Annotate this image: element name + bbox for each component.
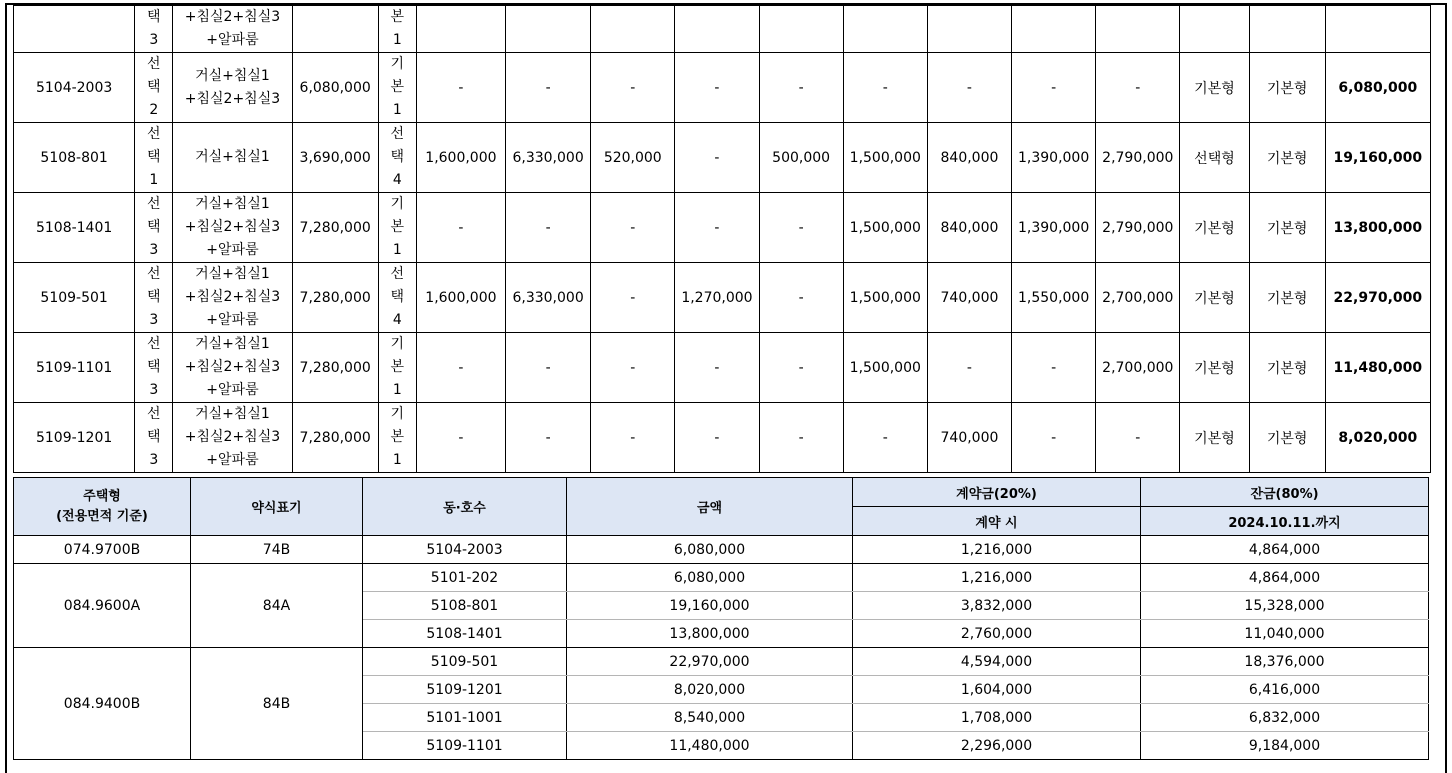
room-layout xyxy=(173,263,292,333)
type-code-line: 본 xyxy=(390,359,405,375)
kitchen-type-2: 기본형 xyxy=(1249,403,1325,473)
payment-balance: 9,184,000 xyxy=(1141,732,1429,760)
room-layout xyxy=(173,6,292,53)
payment-amount: 8,540,000 xyxy=(567,704,853,732)
option-code-line: 2 xyxy=(149,102,159,118)
type-code-line: 4 xyxy=(392,172,402,188)
option-cost-7: - xyxy=(927,333,1011,403)
type-code-line: 1 xyxy=(392,382,402,398)
option-cost-8: 1,550,000 xyxy=(1012,263,1096,333)
option-cost-9: - xyxy=(1096,403,1180,473)
payment-unit: 5109-501 xyxy=(363,648,567,676)
housing-type: 074.9700B xyxy=(14,536,191,564)
room-layout-line: +침실2+침실3 xyxy=(184,90,281,107)
kitchen-type-2: 기본형 xyxy=(1249,263,1325,333)
type-code xyxy=(378,333,416,403)
option-cost-6: 1,500,000 xyxy=(843,193,927,263)
header-amount: 금액 xyxy=(567,478,853,536)
payment-amount: 6,080,000 xyxy=(567,536,853,564)
option-cost-2: 6,330,000 xyxy=(506,123,591,193)
payment-balance: 11,040,000 xyxy=(1141,620,1429,648)
option-cost-2: - xyxy=(506,53,591,123)
option-cost-3: 520,000 xyxy=(591,123,675,193)
option-cost-3 xyxy=(591,6,675,53)
header-balance: 잔금(80%) xyxy=(1141,478,1429,507)
option-cost-8: - xyxy=(1012,403,1096,473)
unit-number: 5108-1401 xyxy=(14,193,135,263)
kitchen-type-1: 기본형 xyxy=(1180,403,1249,473)
option-row xyxy=(14,123,1431,193)
kitchen-type-1: 선택형 xyxy=(1180,123,1249,193)
option-code-line: 선 xyxy=(147,126,161,142)
option-cost-1: - xyxy=(416,193,505,263)
type-code-line: 기 xyxy=(390,196,405,212)
type-code-line: 기 xyxy=(390,56,405,72)
option-cost-8 xyxy=(1012,6,1096,53)
option-cost-2: - xyxy=(506,193,591,263)
option-cost-3: - xyxy=(591,403,675,473)
option-code-line: 선 xyxy=(147,266,161,282)
type-code-line: 선 xyxy=(390,266,405,282)
kitchen-type-2 xyxy=(1249,6,1325,53)
option-code-line: 3 xyxy=(149,312,159,328)
option-cost-1: - xyxy=(416,333,505,403)
room-layout-line: 거실+침실1 xyxy=(195,266,270,282)
payment-amount: 19,160,000 xyxy=(567,592,853,620)
type-code-line: 본 xyxy=(390,79,405,95)
option-code-line: 선 xyxy=(147,196,161,212)
type-code-line: 1 xyxy=(392,452,402,468)
type-code-line: 선 xyxy=(390,126,405,142)
option-cost-2: 6,330,000 xyxy=(506,263,591,333)
base-price: 6,080,000 xyxy=(292,53,378,123)
option-cost-6: - xyxy=(843,403,927,473)
option-cost-2: - xyxy=(506,333,591,403)
option-code-line: 선 xyxy=(147,406,161,422)
base-price: 7,280,000 xyxy=(292,193,378,263)
option-total xyxy=(1325,6,1430,53)
option-code-line: 택 xyxy=(147,289,161,305)
housing-type: 084.9600A xyxy=(14,564,191,648)
option-row xyxy=(14,193,1431,263)
room-layout xyxy=(173,333,292,403)
payment-balance: 6,832,000 xyxy=(1141,704,1429,732)
option-cost-7: 840,000 xyxy=(927,123,1011,193)
unit-number: 5108-801 xyxy=(14,123,135,193)
payment-amount: 22,970,000 xyxy=(567,648,853,676)
option-cost-9: 2,700,000 xyxy=(1096,333,1180,403)
base-price: 3,690,000 xyxy=(292,123,378,193)
payment-deposit: 1,708,000 xyxy=(853,704,1141,732)
option-code-line: 3 xyxy=(149,242,159,258)
option-cost-5 xyxy=(759,6,843,53)
option-row xyxy=(14,6,1431,53)
payment-balance: 4,864,000 xyxy=(1141,536,1429,564)
room-layout xyxy=(173,193,292,263)
option-code xyxy=(135,263,173,333)
option-cost-1 xyxy=(416,6,505,53)
option-row xyxy=(14,403,1431,473)
room-layout-line: +알파룸 xyxy=(206,242,259,258)
option-cost-6 xyxy=(843,6,927,53)
option-cost-1: - xyxy=(416,403,505,473)
housing-abbr: 74B xyxy=(191,536,363,564)
kitchen-type-2: 기본형 xyxy=(1249,333,1325,403)
payment-unit: 5109-1201 xyxy=(363,676,567,704)
type-code-line: 택 xyxy=(390,149,405,165)
option-code-line: 택 xyxy=(147,79,161,95)
type-code-line: 1 xyxy=(392,242,402,258)
header-balance-sub: 2024.10.11.까지 xyxy=(1141,507,1429,536)
base-price xyxy=(292,6,378,53)
unit-number: 5104-2003 xyxy=(14,53,135,123)
option-cost-7: 740,000 xyxy=(927,403,1011,473)
option-cost-4 xyxy=(675,6,759,53)
option-cost-3: - xyxy=(591,333,675,403)
payment-deposit: 2,296,000 xyxy=(853,732,1141,760)
payment-unit: 5101-1001 xyxy=(363,704,567,732)
payment-unit: 5101-202 xyxy=(363,564,567,592)
kitchen-type-2: 기본형 xyxy=(1249,123,1325,193)
option-row xyxy=(14,53,1431,123)
option-cost-8: - xyxy=(1012,333,1096,403)
room-layout xyxy=(173,123,292,193)
header-abbr: 약식표기 xyxy=(191,478,363,536)
option-total: 11,480,000 xyxy=(1325,333,1430,403)
type-code xyxy=(378,193,416,263)
option-code-line: 3 xyxy=(149,382,159,398)
type-code xyxy=(378,6,416,53)
option-cost-4: 1,270,000 xyxy=(675,263,759,333)
option-cost-4: - xyxy=(675,53,759,123)
housing-abbr: 84A xyxy=(191,564,363,648)
option-code-line: 택 xyxy=(147,359,161,375)
room-layout-line: +알파룸 xyxy=(206,452,259,468)
unit-number: 5109-1201 xyxy=(14,403,135,473)
option-cost-4: - xyxy=(675,193,759,263)
base-price: 7,280,000 xyxy=(292,403,378,473)
type-code-line: 1 xyxy=(392,32,402,48)
payment-deposit: 1,216,000 xyxy=(853,536,1141,564)
option-row xyxy=(14,263,1431,333)
option-cost-5: - xyxy=(759,403,843,473)
option-cost-2: - xyxy=(506,403,591,473)
housing-type: 084.9400B xyxy=(14,648,191,760)
payment-balance: 4,864,000 xyxy=(1141,564,1429,592)
base-price: 7,280,000 xyxy=(292,333,378,403)
room-layout xyxy=(173,403,292,473)
option-code xyxy=(135,333,173,403)
option-cost-5: - xyxy=(759,263,843,333)
room-layout-line: +침실2+침실3 xyxy=(184,289,281,305)
payment-deposit: 1,604,000 xyxy=(853,676,1141,704)
payment-schedule-table xyxy=(13,477,1429,760)
option-cost-9 xyxy=(1096,6,1180,53)
kitchen-type-1: 기본형 xyxy=(1180,193,1249,263)
option-cost-8: 1,390,000 xyxy=(1012,123,1096,193)
option-cost-7: 840,000 xyxy=(927,193,1011,263)
type-code-line: 1 xyxy=(392,102,402,118)
payment-deposit: 2,760,000 xyxy=(853,620,1141,648)
room-layout-line: 거실+침실1 xyxy=(195,406,270,422)
payment-unit: 5108-1401 xyxy=(363,620,567,648)
housing-abbr: 84B xyxy=(191,648,363,760)
type-code xyxy=(378,263,416,333)
option-code-line: 택 xyxy=(147,219,161,235)
payment-row xyxy=(14,564,1429,592)
kitchen-type-1: 기본형 xyxy=(1180,333,1249,403)
kitchen-type-1: 기본형 xyxy=(1180,263,1249,333)
room-layout-line: 거실+침실1 xyxy=(195,336,270,352)
option-cost-9: 2,790,000 xyxy=(1096,193,1180,263)
option-total: 22,970,000 xyxy=(1325,263,1430,333)
option-total: 13,800,000 xyxy=(1325,193,1430,263)
option-cost-3: - xyxy=(591,263,675,333)
option-code xyxy=(135,6,173,53)
option-cost-9: 2,700,000 xyxy=(1096,263,1180,333)
option-cost-2 xyxy=(506,6,591,53)
room-layout-line: 거실+침실1 xyxy=(195,149,270,165)
payment-deposit: 4,594,000 xyxy=(853,648,1141,676)
type-code-line: 4 xyxy=(392,312,402,328)
option-code-line: 1 xyxy=(149,172,159,188)
option-cost-3: - xyxy=(591,193,675,263)
payment-unit: 5104-2003 xyxy=(363,536,567,564)
type-code-line: 본 xyxy=(390,429,405,445)
option-cost-5: 500,000 xyxy=(759,123,843,193)
option-price-table xyxy=(13,5,1431,473)
payment-balance: 6,416,000 xyxy=(1141,676,1429,704)
option-code-line: 선 xyxy=(147,56,161,72)
option-cost-7: 740,000 xyxy=(927,263,1011,333)
room-layout-line: +침실2+침실3 xyxy=(184,9,281,25)
base-price: 7,280,000 xyxy=(292,263,378,333)
type-code-line: 기 xyxy=(390,336,405,352)
option-cost-1: 1,600,000 xyxy=(416,123,505,193)
type-code-line: 기 xyxy=(390,406,405,422)
payment-balance: 18,376,000 xyxy=(1141,648,1429,676)
option-cost-7 xyxy=(927,6,1011,53)
kitchen-type-1 xyxy=(1180,6,1249,53)
type-code-line: 택 xyxy=(390,289,405,305)
payment-unit: 5108-801 xyxy=(363,592,567,620)
header-deposit-sub: 계약 시 xyxy=(853,507,1141,536)
option-cost-5: - xyxy=(759,193,843,263)
header-housing-type: 주택형 (전용면적 기준) xyxy=(14,478,191,536)
option-code xyxy=(135,403,173,473)
option-cost-7: - xyxy=(927,53,1011,123)
option-cost-9: 2,790,000 xyxy=(1096,123,1180,193)
option-cost-6: 1,500,000 xyxy=(843,123,927,193)
payment-amount: 6,080,000 xyxy=(567,564,853,592)
option-cost-3: - xyxy=(591,53,675,123)
payment-row xyxy=(14,648,1429,676)
option-cost-9: - xyxy=(1096,53,1180,123)
option-cost-6: - xyxy=(843,53,927,123)
option-cost-8: - xyxy=(1012,53,1096,123)
option-cost-4: - xyxy=(675,123,759,193)
option-total: 6,080,000 xyxy=(1325,53,1430,123)
payment-deposit: 1,216,000 xyxy=(853,564,1141,592)
option-row xyxy=(14,333,1431,403)
payment-amount: 8,020,000 xyxy=(567,676,853,704)
option-code-line: 3 xyxy=(149,452,159,468)
option-code-line: 3 xyxy=(149,32,159,48)
room-layout-line: +알파룸 xyxy=(206,312,259,328)
room-layout-line: +침실2+침실3 xyxy=(184,359,281,375)
payment-amount: 13,800,000 xyxy=(567,620,853,648)
kitchen-type-2: 기본형 xyxy=(1249,193,1325,263)
option-total: 19,160,000 xyxy=(1325,123,1430,193)
payment-amount: 11,480,000 xyxy=(567,732,853,760)
type-code-line: 본 xyxy=(390,219,405,235)
option-code-line: 택 xyxy=(147,9,161,25)
option-total: 8,020,000 xyxy=(1325,403,1430,473)
payment-balance: 15,328,000 xyxy=(1141,592,1429,620)
unit-number: 5109-501 xyxy=(14,263,135,333)
kitchen-type-2: 기본형 xyxy=(1249,53,1325,123)
option-code xyxy=(135,53,173,123)
unit-number: 5109-1101 xyxy=(14,333,135,403)
option-cost-5: - xyxy=(759,53,843,123)
option-code-line: 선 xyxy=(147,336,161,352)
payment-row xyxy=(14,536,1429,564)
option-cost-6: 1,500,000 xyxy=(843,263,927,333)
option-cost-4: - xyxy=(675,403,759,473)
room-layout-line: +알파룸 xyxy=(206,32,259,48)
kitchen-type-1: 기본형 xyxy=(1180,53,1249,123)
room-layout-line: +침실2+침실3 xyxy=(184,219,281,235)
option-cost-4: - xyxy=(675,333,759,403)
payment-deposit: 3,832,000 xyxy=(853,592,1141,620)
type-code-line: 본 xyxy=(390,9,405,25)
type-code xyxy=(378,53,416,123)
payment-unit: 5109-1101 xyxy=(363,732,567,760)
option-code-line: 택 xyxy=(147,149,161,165)
option-cost-1: 1,600,000 xyxy=(416,263,505,333)
header-deposit: 계약금(20%) xyxy=(853,478,1141,507)
unit-number xyxy=(14,6,135,53)
option-cost-5: - xyxy=(759,333,843,403)
room-layout-line: 거실+침실1 xyxy=(195,196,270,212)
option-cost-1: - xyxy=(416,53,505,123)
header-unit: 동·호수 xyxy=(363,478,567,536)
option-cost-8: 1,390,000 xyxy=(1012,193,1096,263)
type-code xyxy=(378,403,416,473)
option-code-line: 택 xyxy=(147,429,161,445)
room-layout-line: +알파룸 xyxy=(206,382,259,398)
room-layout-line: +침실2+침실3 xyxy=(184,429,281,445)
room-layout-line: 거실+침실1 xyxy=(195,67,270,84)
type-code xyxy=(378,123,416,193)
option-code xyxy=(135,193,173,263)
option-cost-6: 1,500,000 xyxy=(843,333,927,403)
option-code xyxy=(135,123,173,193)
room-layout xyxy=(173,53,292,123)
